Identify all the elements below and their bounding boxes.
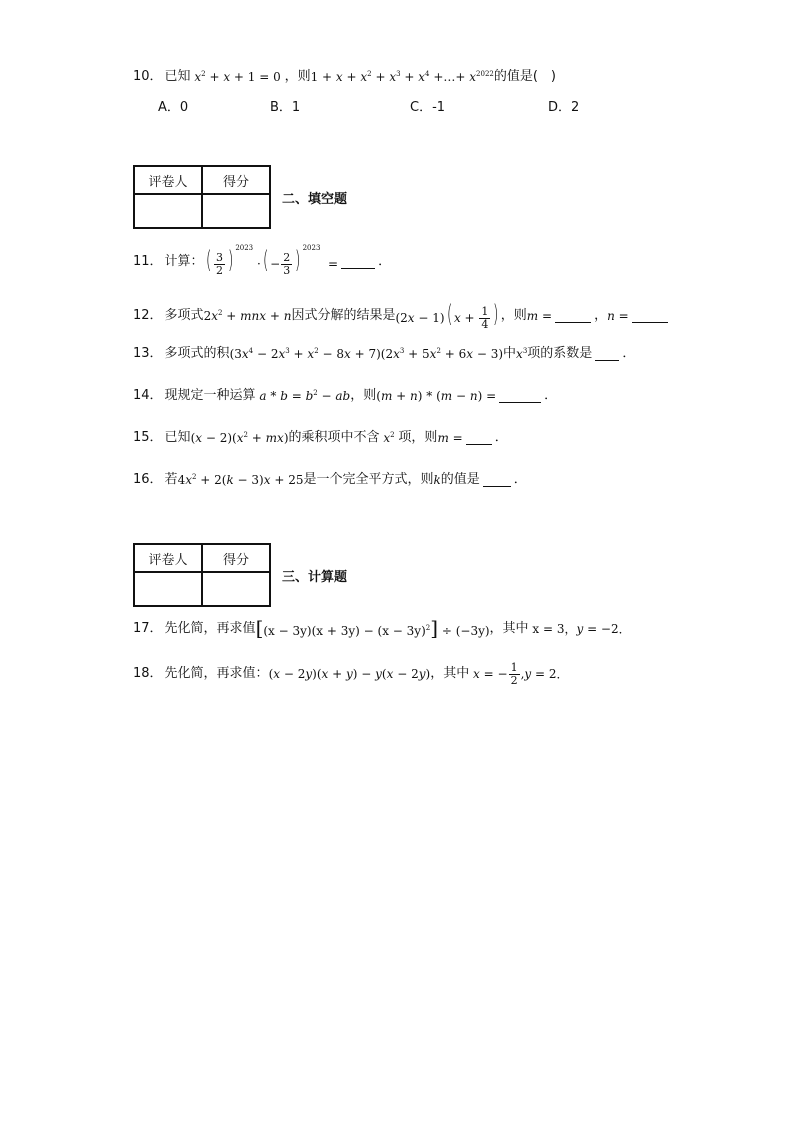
question-number: 12．	[133, 308, 163, 323]
question-number: 16．	[133, 472, 163, 487]
score-cell	[202, 194, 270, 228]
math-expression: x = − $\frac{1}{2}$ ,y = 2．	[473, 660, 569, 687]
question-text: ，则	[284, 69, 311, 84]
grader-header: 评卷人	[134, 166, 202, 194]
math-expression: $(3x^4 - 2x^3 + x^2 - 8x + 7)(2x^3 + 5x^2 + 6x - 3)$	[229, 347, 504, 361]
option-b: B．1	[270, 100, 301, 115]
math-expression: $2x^2$ + mnx + n	[203, 309, 292, 323]
question-text: 已知	[164, 69, 191, 84]
math-expression: $x^3$	[516, 347, 528, 361]
option-c: C．-1	[410, 100, 446, 115]
question-16: 16． 若 $4x^2 + 2(k - 3)x + 25$ 是一个完全平方式，则 k 的值是 ．	[133, 470, 527, 490]
question-text: 的值是( )	[493, 69, 557, 84]
math-expression: m =	[437, 431, 463, 445]
question-text: 已知	[164, 430, 191, 445]
question-text: 中	[503, 346, 517, 361]
exponent: 2022	[476, 70, 494, 78]
question-number: 13．	[133, 346, 163, 361]
math-expression: $a * b = b^2$ − ab	[259, 389, 351, 403]
math-expression: $x^2$	[383, 431, 395, 445]
answer-blank-m[interactable]	[555, 310, 591, 323]
question-text: 若	[164, 472, 178, 487]
question-15: 15． 已知 $(x - 2)(x^2 + mx)$ 的乘积项中不含 $x^2$ 项，则 m = ．	[133, 428, 508, 448]
question-text: 项，则	[398, 430, 438, 445]
answer-blank[interactable]	[341, 256, 375, 269]
option-a: A．0	[158, 100, 189, 115]
question-text: ，	[594, 308, 608, 323]
question-number: 14．	[133, 388, 163, 403]
question-text: ，则	[500, 308, 527, 323]
math-expression: n =	[607, 309, 629, 323]
math-expression: (x − 2y)(x + y) − y(x − 2y)	[268, 667, 431, 681]
answer-blank[interactable]	[466, 432, 492, 445]
question-text: 项的系数是	[527, 346, 593, 361]
question-17	[133, 616, 631, 642]
math-expression: (2x − 1)( x + $\frac{1}{4}$ )	[395, 299, 499, 331]
score-table	[133, 543, 271, 607]
math-expression: $4x^2 + 2(k - 3)x + 25$	[177, 473, 304, 487]
question-text: 的乘积项中不含	[288, 430, 380, 445]
question-18	[133, 660, 569, 688]
question-text: ，其中	[489, 621, 529, 636]
question-text: 是一个完全平方式，则	[303, 472, 434, 487]
question-text: ，其中	[430, 666, 470, 681]
question-text: 计算：	[164, 254, 204, 269]
question-number: 11．	[133, 254, 163, 269]
question-text: 多项式	[164, 308, 204, 323]
score-header: 得分	[202, 166, 270, 194]
answer-blank[interactable]	[483, 474, 511, 487]
question-text: 因式分解的结果是	[291, 308, 396, 323]
question-14: 14． 现规定一种运算 $a * b = b^2$ − ab ，则 (m + n) * (m − n) = ．	[133, 386, 557, 406]
question-text: 多项式的积	[164, 346, 230, 361]
question-number: 10．	[133, 69, 163, 84]
question-number: 18．	[133, 666, 163, 681]
math-expression: ( $\frac{3}{2}$ ) $^{2023}$ ·( − $\frac{2}{3}$ ) $^{2023}$ =	[205, 243, 339, 277]
math-expression: x = 3，y = −2．	[528, 622, 631, 636]
question-number: 17．	[133, 621, 163, 636]
section-title-calculation: 三、计算题	[282, 570, 348, 585]
math-expression: k	[433, 473, 441, 487]
math-expression: m =	[526, 309, 553, 323]
exponent: 2023	[302, 243, 321, 252]
exponent: 2023	[235, 243, 254, 252]
question-12	[133, 299, 671, 331]
answer-blank-n[interactable]	[632, 310, 668, 323]
section-title-fill-blank: 二、填空题	[282, 192, 348, 207]
question-text: 现规定一种运算	[164, 388, 256, 403]
option-d: D．2	[548, 100, 580, 115]
question-text: 的值是	[440, 472, 480, 487]
math-expression: (m + n) * (m − n) =	[376, 389, 497, 403]
question-10	[133, 67, 556, 87]
question-text: 先化简，再求值：	[164, 666, 269, 681]
question-number: 15．	[133, 430, 163, 445]
math-expression: $(x - 2)(x^2 + mx)$	[190, 431, 289, 445]
answer-blank[interactable]	[595, 348, 619, 361]
question-13: 13． 多项式的积 $(3x^4 - 2x^3 + x^2 - 8x + 7)(2x^3 + 5x^2 + 6x - 3)$ 中 $x^3$ 项的系数是 ．	[133, 344, 635, 364]
score-table	[133, 165, 271, 229]
score-header: 得分	[202, 544, 270, 572]
question-text: ，则	[350, 388, 377, 403]
answer-blank[interactable]	[499, 390, 541, 403]
question-11: 11． 计算： ( $\frac{3}{2}$ ) $^{2023}$ ·( − $\frac{2}{3}$ ) $^{2023}$ = ．	[133, 243, 392, 277]
grader-cell	[134, 194, 202, 228]
grader-cell	[134, 572, 202, 606]
grader-header: 评卷人	[134, 544, 202, 572]
math-expression: $1 + x + x^2 + x^3 + x^4$ +…+ $x^{2022}$	[310, 70, 494, 84]
math-expression: $[(x - 3y)(x + 3y) - (x - 3y)^2] \div (-3y)$	[255, 615, 490, 640]
math-expression: $x^2 + x + 1 = 0$	[194, 70, 285, 84]
score-cell	[202, 572, 270, 606]
question-text: 先化简，再求值	[164, 621, 256, 636]
